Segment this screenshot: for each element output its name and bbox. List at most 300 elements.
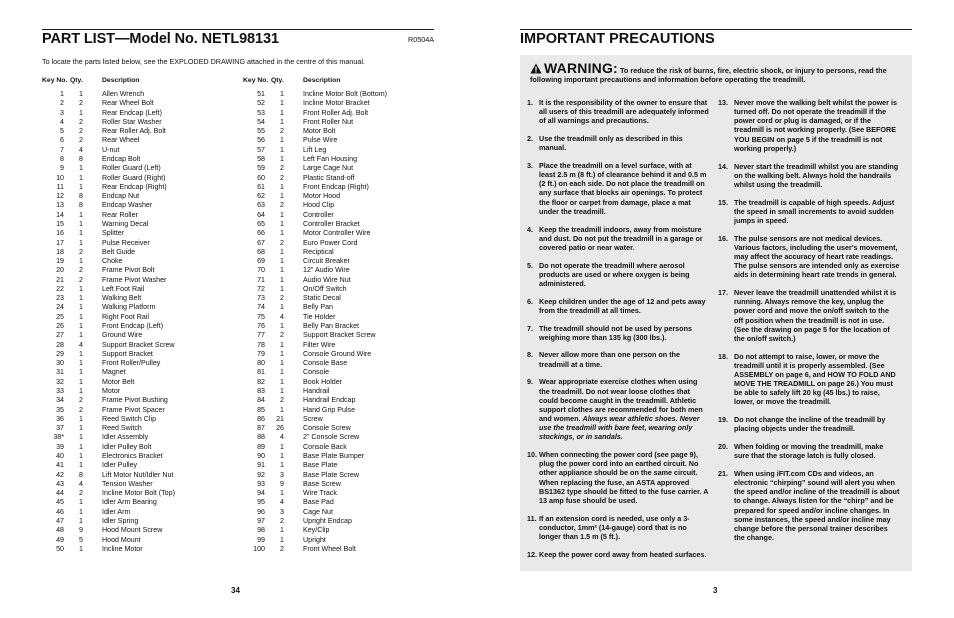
part-qty: 2 [79,247,83,256]
part-description: Screw [303,414,323,423]
precaution-body: Keep children under the age of 12 and pets away from the treadmill at all times. [539,296,706,315]
part-qty: 1 [79,516,83,525]
part-key-no: 32 [56,377,64,386]
part-row [243,406,443,415]
header-description: Description [303,77,341,84]
precaution-text [734,198,900,225]
precaution-item [527,261,709,288]
precaution-item [527,550,709,559]
part-key-no: 21 [56,275,64,284]
part-description: Roller Star Washer [102,117,162,126]
part-row [243,517,443,526]
part-row [243,489,443,498]
part-description: Incline Motor Bolt (Top) [102,489,175,498]
part-row [42,266,242,275]
part-description: Base Plate [303,461,338,470]
precaution-body: Use the treadmill only as described in this manual. [539,134,683,153]
part-row [243,164,443,173]
part-key-no: 72 [257,284,265,293]
part-description: Circuit Breaker [303,257,350,266]
part-row [243,378,443,387]
part-key-no: 36 [56,414,64,423]
part-row [243,239,443,248]
part-key-no: 31 [56,368,64,377]
part-row [42,545,242,554]
part-qty: 1 [79,219,83,228]
part-row [243,220,443,229]
part-key-no: 98 [257,526,265,535]
part-row [42,526,242,535]
part-qty: 1 [79,331,83,340]
part-key-no: 29 [56,349,64,358]
precaution-item [527,377,709,441]
part-description: Front Endcap (Left) [102,322,164,331]
part-row [42,341,242,350]
precaution-number: 13. [718,98,728,107]
part-key-no: 66 [257,229,265,238]
part-row [42,415,242,424]
part-key-no: 39 [56,442,64,451]
part-description: Roller Guard (Right) [102,173,166,182]
precautions-column-left [527,98,709,567]
precaution-item [718,469,900,542]
part-qty: 1 [280,489,284,498]
part-key-no: 75 [257,312,265,321]
part-key-no: 42 [56,470,64,479]
part-row [42,211,242,220]
precaution-body: Never leave the treadmill unattended whilst it is running. Always remove the key, unplug the power cord and move the on/off switch to the off position when the treadmill is not in use. (See the drawing on page 5 for the location of the on/off switch.) [734,288,897,343]
part-key-no: 87 [257,424,265,433]
precaution-item [527,324,709,342]
part-row [243,146,443,155]
header-key-no: Key No. [243,77,269,84]
part-qty: 1 [280,266,284,275]
part-row [42,118,242,127]
precaution-item [718,198,900,225]
part-description: Frame Pivot Spacer [102,405,165,414]
part-description: Hood Clip [303,201,335,210]
part-row [42,294,242,303]
part-description: Reciptical [303,247,334,256]
document-code: R0504A [408,35,434,44]
part-qty: 1 [280,90,284,98]
part-row [243,341,443,350]
precaution-text [734,98,900,153]
part-key-no: 18 [56,247,64,256]
part-qty: 1 [79,238,83,247]
part-key-no: 57 [257,145,265,154]
part-row [243,322,443,331]
part-key-no: 2 [60,99,64,108]
part-qty: 1 [280,136,284,145]
part-row [243,285,443,294]
precaution-text [734,288,900,343]
part-key-no: 12 [56,192,64,201]
part-qty: 1 [79,387,83,395]
part-key-no: 59 [257,164,265,173]
part-qty: 2 [79,99,83,108]
part-key-no: 5 [60,127,64,136]
part-key-no: 49 [56,535,64,544]
part-key-no: 37 [56,424,64,433]
precaution-text [539,350,709,368]
part-row [42,452,242,461]
part-description: Frame Pivot Washer [102,275,167,284]
header-qty: Qty. [271,77,284,84]
part-description: Idler Spring [102,516,139,525]
part-qty: 1 [79,451,83,460]
part-description: Wire Track [303,489,337,498]
part-description: Console [303,368,330,377]
part-qty: 2 [280,516,284,525]
part-key-no: 40 [56,451,64,460]
part-qty: 1 [79,414,83,423]
part-key-no: 30 [56,359,64,368]
precaution-text [539,514,709,541]
part-qty: 1 [79,108,83,117]
part-description: Upright Endcap [303,516,352,525]
part-qty: 2 [280,331,284,340]
part-key-no: 99 [257,535,265,544]
part-key-no: 46 [56,507,64,516]
part-description: Left Fan Housing [303,154,358,163]
precaution-body: Do not change the incline of the treadmill by placing objects under the treadmill. [734,415,886,434]
part-key-no: 26 [56,322,64,331]
part-row [42,396,242,405]
part-key-no: 23 [56,294,64,303]
part-row [243,368,443,377]
precaution-body: Never allow more than one person on the treadmill at a time. [539,350,680,369]
part-key-no: 89 [257,442,265,451]
part-description: Incline Motor [102,544,143,553]
part-key-no: 85 [257,405,265,414]
precaution-item [718,415,900,433]
part-description: Tension Washer [102,479,153,488]
part-key-no: 94 [257,489,265,498]
part-key-no: 43 [56,479,64,488]
part-description: Electronics Bracket [102,451,163,460]
part-description: Audio Wire Nut [303,275,351,284]
part-qty: 8 [79,201,83,210]
part-key-no: 67 [257,238,265,247]
precaution-text [539,297,709,315]
part-qty: 21 [276,414,284,423]
precaution-number: 6. [527,296,533,306]
part-qty: 2 [280,127,284,136]
precaution-text [734,234,900,280]
part-description: Key/Clip [303,526,330,535]
precaution-number: 20. [718,442,728,451]
part-key-no: 76 [257,322,265,331]
part-qty: 4 [280,498,284,507]
part-row [42,536,242,545]
part-key-no: 15 [56,219,64,228]
precautions-column-right [718,98,900,551]
part-row [42,155,242,164]
part-row [243,183,443,192]
part-row [243,443,443,452]
precaution-body: Keep the treadmill indoors, away from moisture and dust. Do not put the treadmill in a garage or covered patio or near water. [539,224,703,252]
precaution-number: 3. [527,160,533,170]
right-top-rule [520,29,912,30]
part-key-no: 77 [257,331,265,340]
part-qty: 9 [79,526,83,535]
part-description: Pulse Receiver [102,238,150,247]
part-qty: 1 [280,117,284,126]
warning-word: WARNING: [544,60,618,76]
part-qty: 1 [79,498,83,507]
part-row [42,229,242,238]
part-row [243,90,443,99]
part-key-no: 56 [257,136,265,145]
part-description: Base Pad [303,498,334,507]
part-row [42,517,242,526]
part-qty: 1 [79,90,83,98]
precaution-item [527,297,709,315]
part-row [243,433,443,442]
part-qty: 1 [280,229,284,238]
part-qty: 2 [280,238,284,247]
part-key-no: 19 [56,257,64,266]
part-key-no: 55 [257,127,265,136]
part-qty: 1 [79,322,83,331]
part-row [42,498,242,507]
part-row [42,313,242,322]
part-key-no: 78 [257,340,265,349]
part-qty: 1 [79,257,83,266]
part-row [42,276,242,285]
page-number-left: 34 [231,586,240,595]
part-description: Front Wheel Bolt [303,544,356,553]
part-qty: 1 [280,387,284,395]
part-qty: 1 [280,405,284,414]
precaution-body: When using iFIT.com CDs and videos, an electronic “chirping” sound will alert you when the speed and/or incline of the treadmill is about to change. Always listen for the “chirp” and be prepared for speed and/or incline changes. In some instances, the speed and/or incline may change before the personal trainer describes the change. [734,468,900,542]
part-row [243,257,443,266]
part-row [42,285,242,294]
part-key-no: 1 [60,90,64,98]
part-description: Idler Arm Bearing [102,498,157,507]
part-key-no: 81 [257,368,265,377]
part-row [42,350,242,359]
part-qty: 1 [280,349,284,358]
precaution-number: 12. [527,549,537,559]
precaution-text [539,98,709,125]
part-description: On/Off Switch [303,284,347,293]
part-key-no: 91 [257,461,265,470]
part-description: Pulse Wire [303,136,338,145]
precaution-item [527,161,709,216]
part-row [243,359,443,368]
part-key-no: 7 [60,145,64,154]
part-key-no: 88 [257,433,265,442]
part-row [42,508,242,517]
left-page [42,0,434,618]
part-qty: 1 [280,303,284,312]
part-description: Motor [102,387,121,395]
precaution-body: The pulse sensors are not medical devices. Various factors, including the user's movement, may affect the accuracy of heart rate readings. The pulse sensors are intended only as exercise aids in determining heart rate trends in general. [734,233,900,280]
part-qty: 1 [79,377,83,386]
precaution-body: When connecting the power cord (see page 9), plug the power cord into an earthed circuit. No other appliance should be on the same circuit. When replacing the fuse, an ASTA approved BS1362 type should be fitted to the fuse carrier. A 13 amp fuse should be used. [539,450,709,505]
part-row [243,192,443,201]
precaution-body: The treadmill is capable of high speeds. Adjust the speed in small increments to avoid sudden jumps in speed. [734,197,895,225]
part-description: Motor Controller Wire [303,229,371,238]
part-row [243,471,443,480]
precaution-number: 15. [718,197,728,207]
part-description: Lift Leg [303,145,327,154]
part-qty: 1 [79,507,83,516]
part-qty: 1 [79,182,83,191]
part-row [42,424,242,433]
part-description: Roller Guard (Left) [102,164,161,173]
part-qty: 1 [280,192,284,201]
part-list-intro: To locate the parts listed below, see the EXPLODED DRAWING attached in the centre of this manual. [42,57,365,66]
precaution-number: 21. [718,468,728,478]
part-qty: 4 [79,145,83,154]
part-key-no: 34 [56,396,64,405]
part-qty: 1 [280,99,284,108]
part-qty: 2 [79,136,83,145]
precaution-number: 19. [718,415,728,425]
part-key-no: 4 [60,117,64,126]
part-key-no: 96 [257,507,265,516]
part-row [42,248,242,257]
part-qty: 1 [280,145,284,154]
part-description: Idler Pulley [102,461,138,470]
part-key-no: 28 [56,340,64,349]
precaution-number: 17. [718,288,728,298]
part-description: Warning Decal [102,219,149,228]
part-key-no: 64 [257,210,265,219]
part-key-no: 10 [56,173,64,182]
part-row [243,387,443,396]
part-key-no: 24 [56,303,64,312]
part-row [243,294,443,303]
precaution-text [734,442,900,460]
part-qty: 1 [79,544,83,553]
part-qty: 2 [280,173,284,182]
part-row [243,498,443,507]
precaution-text [539,377,709,441]
part-description: Front Roller Nut [303,117,354,126]
part-description: Rear Roller [102,210,138,219]
part-qty: 1 [280,451,284,460]
part-qty: 5 [79,535,83,544]
part-qty: 1 [79,359,83,368]
part-key-no: 86 [257,414,265,423]
part-key-no: 65 [257,219,265,228]
part-qty: 4 [280,433,284,442]
header-qty: Qty. [70,77,83,84]
part-qty: 2 [280,544,284,553]
precaution-item [527,514,709,541]
part-key-no: 97 [257,516,265,525]
part-description: Euro Power Cord [303,238,358,247]
part-key-no: 83 [257,387,265,395]
precaution-body: It is the responsibility of the owner to ensure that all users of this treadmill are adequately informed of all warnings and precautions. [539,98,709,126]
part-key-no: 63 [257,201,265,210]
part-row [42,359,242,368]
part-key-no: 45 [56,498,64,507]
part-row [42,461,242,470]
part-qty: 1 [79,173,83,182]
precaution-text [734,469,900,542]
part-row [243,350,443,359]
part-key-no: 38* [53,433,64,442]
part-key-no: 11 [56,182,64,191]
part-key-no: 74 [257,303,265,312]
part-row [42,136,242,145]
part-key-no: 53 [257,108,265,117]
part-description: Hood Mount Screw [102,526,163,535]
part-qty: 2 [280,294,284,303]
precaution-body: Place the treadmill on a level surface, with at least 2.5 m (8 ft.) of clearance behind it and 0.5 m (2 ft.) on each side. Do not place the treadmill on any surface that blocks air openings. To protect the floor or carpet from damage, place a mat under the treadmill. [539,160,707,216]
part-row [42,471,242,480]
part-row [243,526,443,535]
part-key-no: 95 [257,498,265,507]
part-qty: 1 [280,535,284,544]
part-row [42,443,242,452]
part-row [42,239,242,248]
part-row [243,396,443,405]
part-row [243,313,443,322]
precaution-number: 9. [527,377,533,387]
part-row [42,257,242,266]
precaution-number: 11. [527,513,537,523]
part-key-no: 68 [257,247,265,256]
part-row [243,118,443,127]
part-description: Belly Pan [303,303,333,312]
part-qty: 2 [79,275,83,284]
part-key-no: 52 [257,99,265,108]
part-key-no: 22 [56,284,64,293]
part-row [42,99,242,108]
part-description: Rear Wheel [102,136,140,145]
part-description: Base Plate Screw [303,470,359,479]
part-description: Handrail [303,387,330,395]
part-row [42,201,242,210]
part-description: Console Ground Wire [303,349,372,358]
warning-triangle-icon [530,63,542,74]
part-row [42,489,242,498]
part-qty: 1 [280,275,284,284]
part-description: Frame Pivot Bolt [102,266,155,275]
precaution-item [718,288,900,343]
part-row [243,276,443,285]
part-key-no: 13 [56,201,64,210]
part-list-title: PART LIST—Model No. NETL98131 [42,31,279,47]
precaution-number: 8. [527,350,533,360]
part-description: Rear Wheel Bolt [102,99,154,108]
precaution-body: When folding or moving the treadmill, make sure that the storage latch is fully closed. [734,442,884,461]
precaution-number: 5. [527,260,533,270]
part-qty: 1 [280,526,284,535]
part-qty: 1 [280,368,284,377]
precaution-text [539,550,709,559]
part-key-no: 8 [60,154,64,163]
part-description: Console Base [303,359,348,368]
part-qty: 2 [280,201,284,210]
part-description: 12" Audio Wire [303,266,350,275]
precaution-text [734,162,900,189]
part-row [243,303,443,312]
precaution-item [718,352,900,407]
part-qty: 9 [280,479,284,488]
part-key-no: 90 [257,451,265,460]
part-description: Support Bracket Screw [303,331,376,340]
part-qty: 1 [280,257,284,266]
precaution-number: 1. [527,98,533,107]
part-qty: 2 [79,396,83,405]
